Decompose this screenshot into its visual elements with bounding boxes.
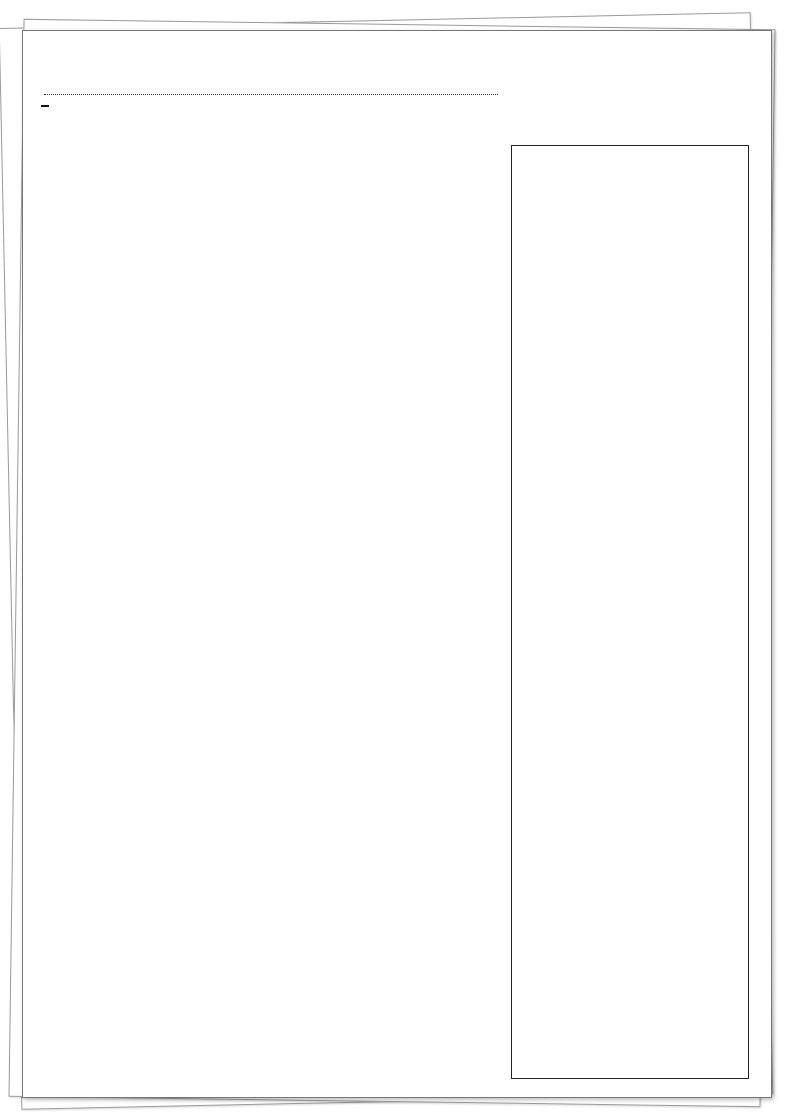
leader-dots	[44, 94, 498, 95]
issue-guide-box	[511, 145, 749, 1079]
table-of-contents	[41, 79, 503, 114]
ads-block	[41, 98, 503, 114]
issue-guide-body	[512, 147, 748, 153]
notice-row[interactable]	[41, 79, 503, 98]
ads-heading-label	[41, 105, 49, 107]
ads-heading	[41, 98, 503, 114]
journal-page	[22, 30, 772, 1098]
